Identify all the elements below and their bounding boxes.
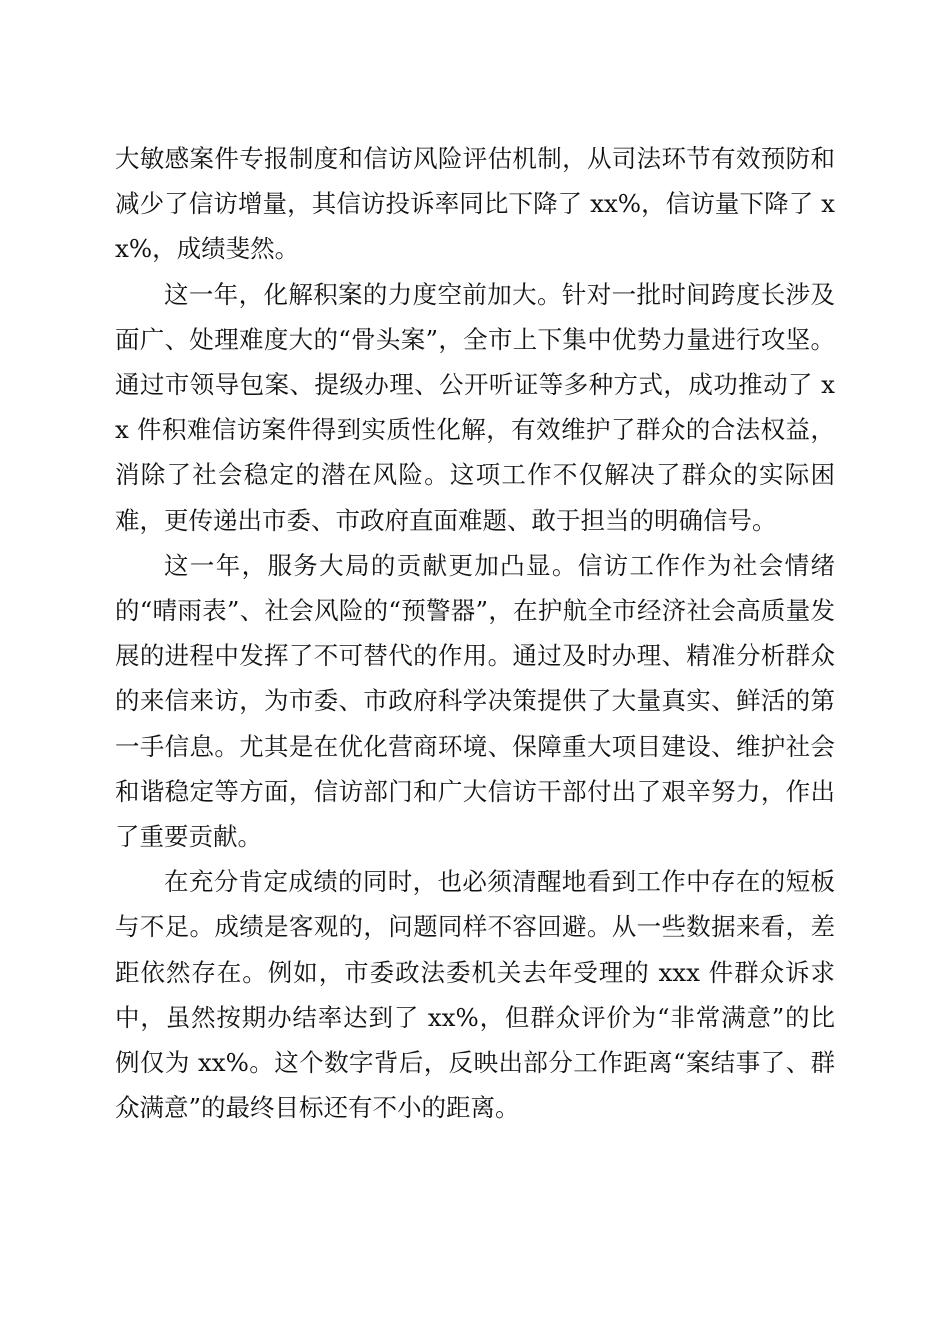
paragraph-serving-overall-situation: 这一年，服务大局的贡献更加凸显。信访工作作为社会情绪的“晴雨表”、社会风险的“预警器”，在护航全市经济社会高质量发展的进程中发挥了不可替代的作用。通过及时办理、精准分析群众的来信来访，为市委、市政府科学决策提供了大量真实、鲜活的第一手信息。尤其是在优化营商环境、保障重大项目建设、维护社会和谐稳定等方面，信访部门和广大信访干部付出了艰辛努力，作出了重要贡献。 xyxy=(115,550,835,852)
paragraph-shortcomings: 在充分肯定成绩的同时，也必须清醒地看到工作中存在的短板与不足。成绩是客观的，问题同样不容回避。从一些数据来看，差距依然存在。例如，市委政法委机关去年受理的 xxx 件群众诉求中，虽然按期办结率达到了 xx%，但群众评价为“非常满意”的比例仅为 xx%。这个数字背后，反映出部分工作距离“案结事了、群众满意”的最终目标还有不小的距离。 xyxy=(115,867,835,1123)
paragraph-backlog-resolution: 这一年，化解积案的力度空前加大。针对一批时间跨度长涉及面广、处理难度大的“骨头案”，全市上下集中优势力量进行攻坚。通过市领导包案、提级办理、公开听证等多种方式，成功推动了 xx 件积难信访案件得到实质性化解，有效维护了群众的合法权益，消除了社会稳定的潜在风险。这项工作不仅解决了群众的实际困难，更传递出市委、市政府直面难题、敢于担当的明确信号。 xyxy=(115,279,835,535)
document-body xyxy=(115,136,835,1130)
paragraph-continuation: 大敏感案件专报制度和信访风险评估机制，从司法环节有效预防和减少了信访增量，其信访投诉率同比下降了 xx%，信访量下降了 xx%，成绩斐然。 xyxy=(115,144,835,264)
